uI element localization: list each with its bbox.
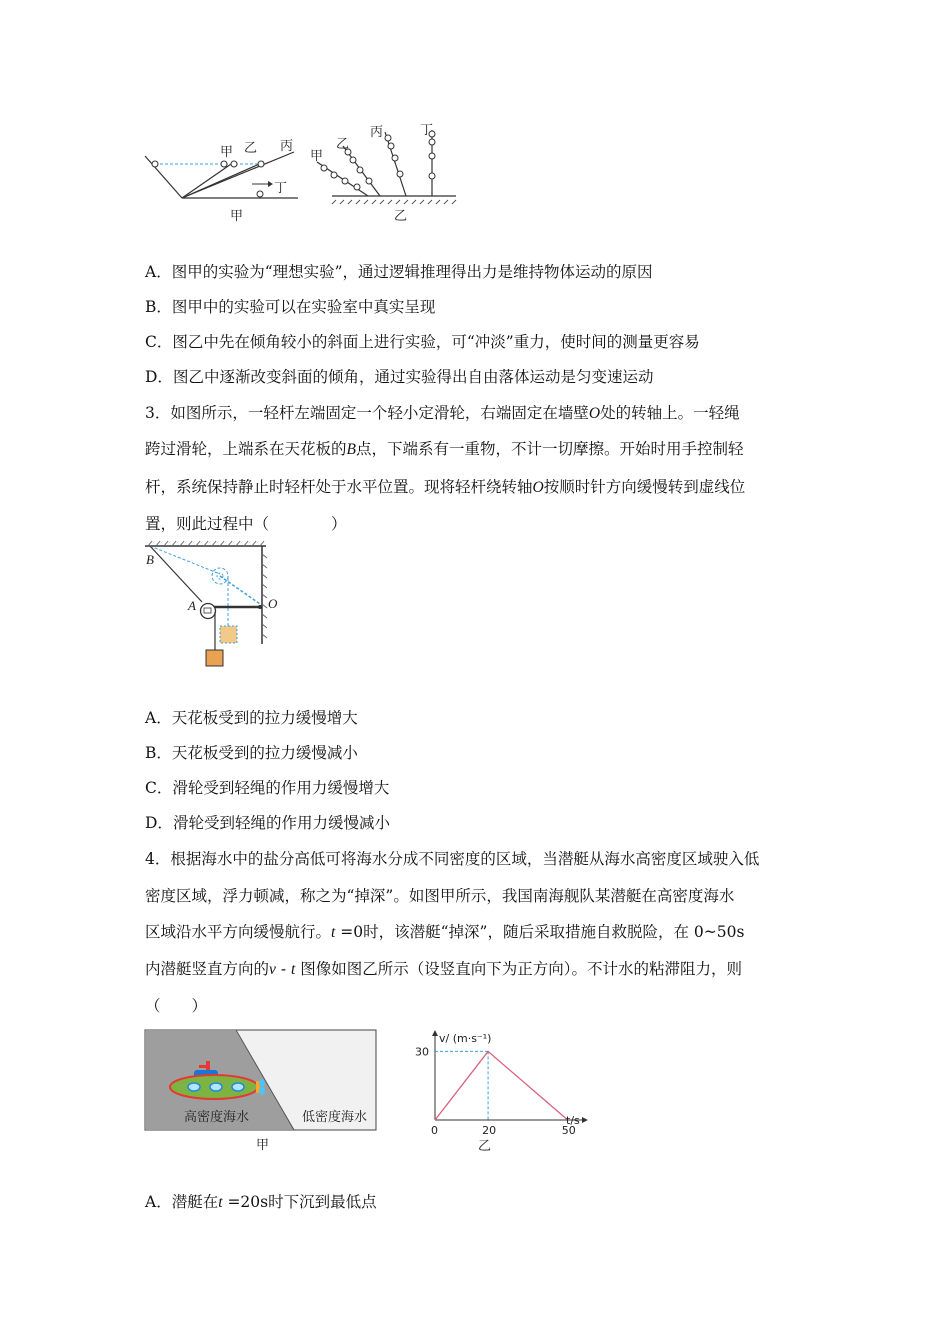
q3-option-d [145,813,390,833]
vt-chart [410,1028,595,1158]
option-text: 滑轮受到轻绳的作用力缓慢减小 [172,814,390,832]
x-tick-label: 50 [561,1124,576,1137]
q3-stem-line-1 [145,403,740,424]
option-text: 天花板受到的拉力缓慢减小 [171,744,358,762]
text-run: 跨过滑轮，上端系在天花板的 [145,440,347,458]
caption-jia-q4: 甲 [256,1138,270,1153]
label-bing-2: 丙 [370,125,384,140]
q3-stem-line-3 [145,477,745,498]
text-run: 图像如图乙所示（设竖直向下为正方向）。不计水的粘滞阻力，则 [295,960,742,978]
high-density-label: 高密度海水 [184,1110,250,1125]
label-A: A [188,598,196,613]
x-axis-arrow [582,1117,588,1123]
x-tick-label: 20 [482,1124,497,1137]
option-letter: C． [145,779,173,797]
text-run: 密度区域，浮力顿减，称之为“掉深”。如图甲所示，我国南海舰队某潜艇在高密度海水 [145,887,735,905]
q4-option-a [145,1192,377,1213]
q2-option-b [145,297,435,317]
x-tick-label: 0 [431,1124,438,1137]
y-axis-label: v/ (m·s⁻¹) [439,1032,492,1045]
q4-stem-line-5 [145,996,207,1016]
text-run: 点，下端系有一重物，不计一切摩擦。开始时用手控制轻 [355,440,744,458]
text-run: t [291,961,296,978]
velocity-series-line [435,1051,568,1120]
q4-stem-line-1 [145,849,759,869]
option-letter: D． [145,368,173,386]
pulley-rod-figure [140,540,290,670]
label-bing: 丙 [280,139,294,154]
text-run: （ ） [145,997,208,1015]
option-letter: B． [145,298,172,316]
label-B: B [146,552,154,567]
q3-option-c [145,778,389,798]
q3-option-b [145,743,358,763]
q2-option-d [145,367,653,387]
x-axis-label: t/s [566,1114,580,1127]
option-text: 天花板受到的拉力缓慢增大 [171,709,358,727]
text-run: B [346,441,356,458]
q2-option-c [145,332,700,352]
q4-stem-line-4 [145,959,742,980]
text-run: 内潜艇竖直方向的 [145,960,270,978]
text-run: 按顺时针方向缓慢转到虚线位 [543,478,746,496]
text-run: 时下沉到最低点 [268,1193,377,1211]
label-yi: 乙 [244,141,258,156]
text-run: 时，该潜艇“掉深”，随后采取措施自救脱险，在 0~50s [363,923,745,941]
figure-jia-incline [145,139,298,224]
low-density-label: 低密度海水 [302,1110,368,1125]
option-letter: D． [145,814,173,832]
option-text: 图乙中先在倾角较小的斜面上进行实验，可“冲淡”重力，使时间的测量更容易 [172,333,700,351]
submarine-figure [144,1029,384,1154]
text-run: O [588,405,601,422]
figure-yi-inclines [310,123,456,224]
q2-option-a [145,262,653,282]
text-run: t [331,924,336,941]
q3-stem-line-4 [145,514,347,534]
text-run: A．潜艇在 [145,1193,219,1211]
option-text: 图乙中逐渐改变斜面的倾角，通过实验得出自由落体运动是匀变速运动 [172,368,654,386]
text-run: 置，则此过程中（ ） [145,515,347,533]
text-run: 4．根据海水中的盐分高低可将海水分成不同密度的区域，当潜艇从海水高密度区域驶入低 [145,850,760,868]
option-text: 图甲的实验为“理想实验”，通过逻辑推理得出力是维持物体运动的原因 [171,263,653,281]
q3-stem-line-2 [145,439,744,460]
text-run: 区域沿水平方向缓慢航行。 [145,923,332,941]
option-letter: A． [145,709,172,727]
text-run: - [275,960,291,978]
caption-yi-q4: 乙 [478,1139,492,1154]
galileo-figure [140,118,470,228]
y-tick-label: 30 [415,1045,429,1059]
text-run: =0 [335,923,364,941]
q4-stem-line-3 [145,922,744,943]
q4-stem-line-2 [145,886,734,906]
text-run: 处的转轴上。一轻绳 [600,404,740,422]
label-yi-2: 乙 [336,137,350,152]
option-letter: B． [145,744,172,762]
caption-jia: 甲 [230,209,244,224]
text-run: v [269,961,276,978]
y-axis-arrow [432,1030,438,1036]
option-text: 图甲中的实验可以在实验室中真实呈现 [171,298,436,316]
label-ding: 丁 [274,181,288,196]
label-O: O [268,596,278,611]
label-jia-2: 甲 [310,149,324,164]
text-run: 杆，系统保持静止时轻杆处于水平位置。现将轻杆绕转轴 [145,478,533,496]
text-run: t [218,1194,223,1211]
option-text: 滑轮受到轻绳的作用力缓慢增大 [172,779,390,797]
option-letter: A． [145,263,172,281]
label-jia: 甲 [220,145,234,160]
q3-option-a [145,708,358,728]
caption-yi: 乙 [394,209,408,224]
text-run: O [532,479,544,496]
text-run: =20s [222,1193,269,1211]
option-letter: C． [145,333,173,351]
text-run: 3．如图所示，一轻杆左端固定一个轻小定滑轮，右端固定在墙壁 [145,404,589,422]
label-ding-2: 丁 [420,123,434,138]
